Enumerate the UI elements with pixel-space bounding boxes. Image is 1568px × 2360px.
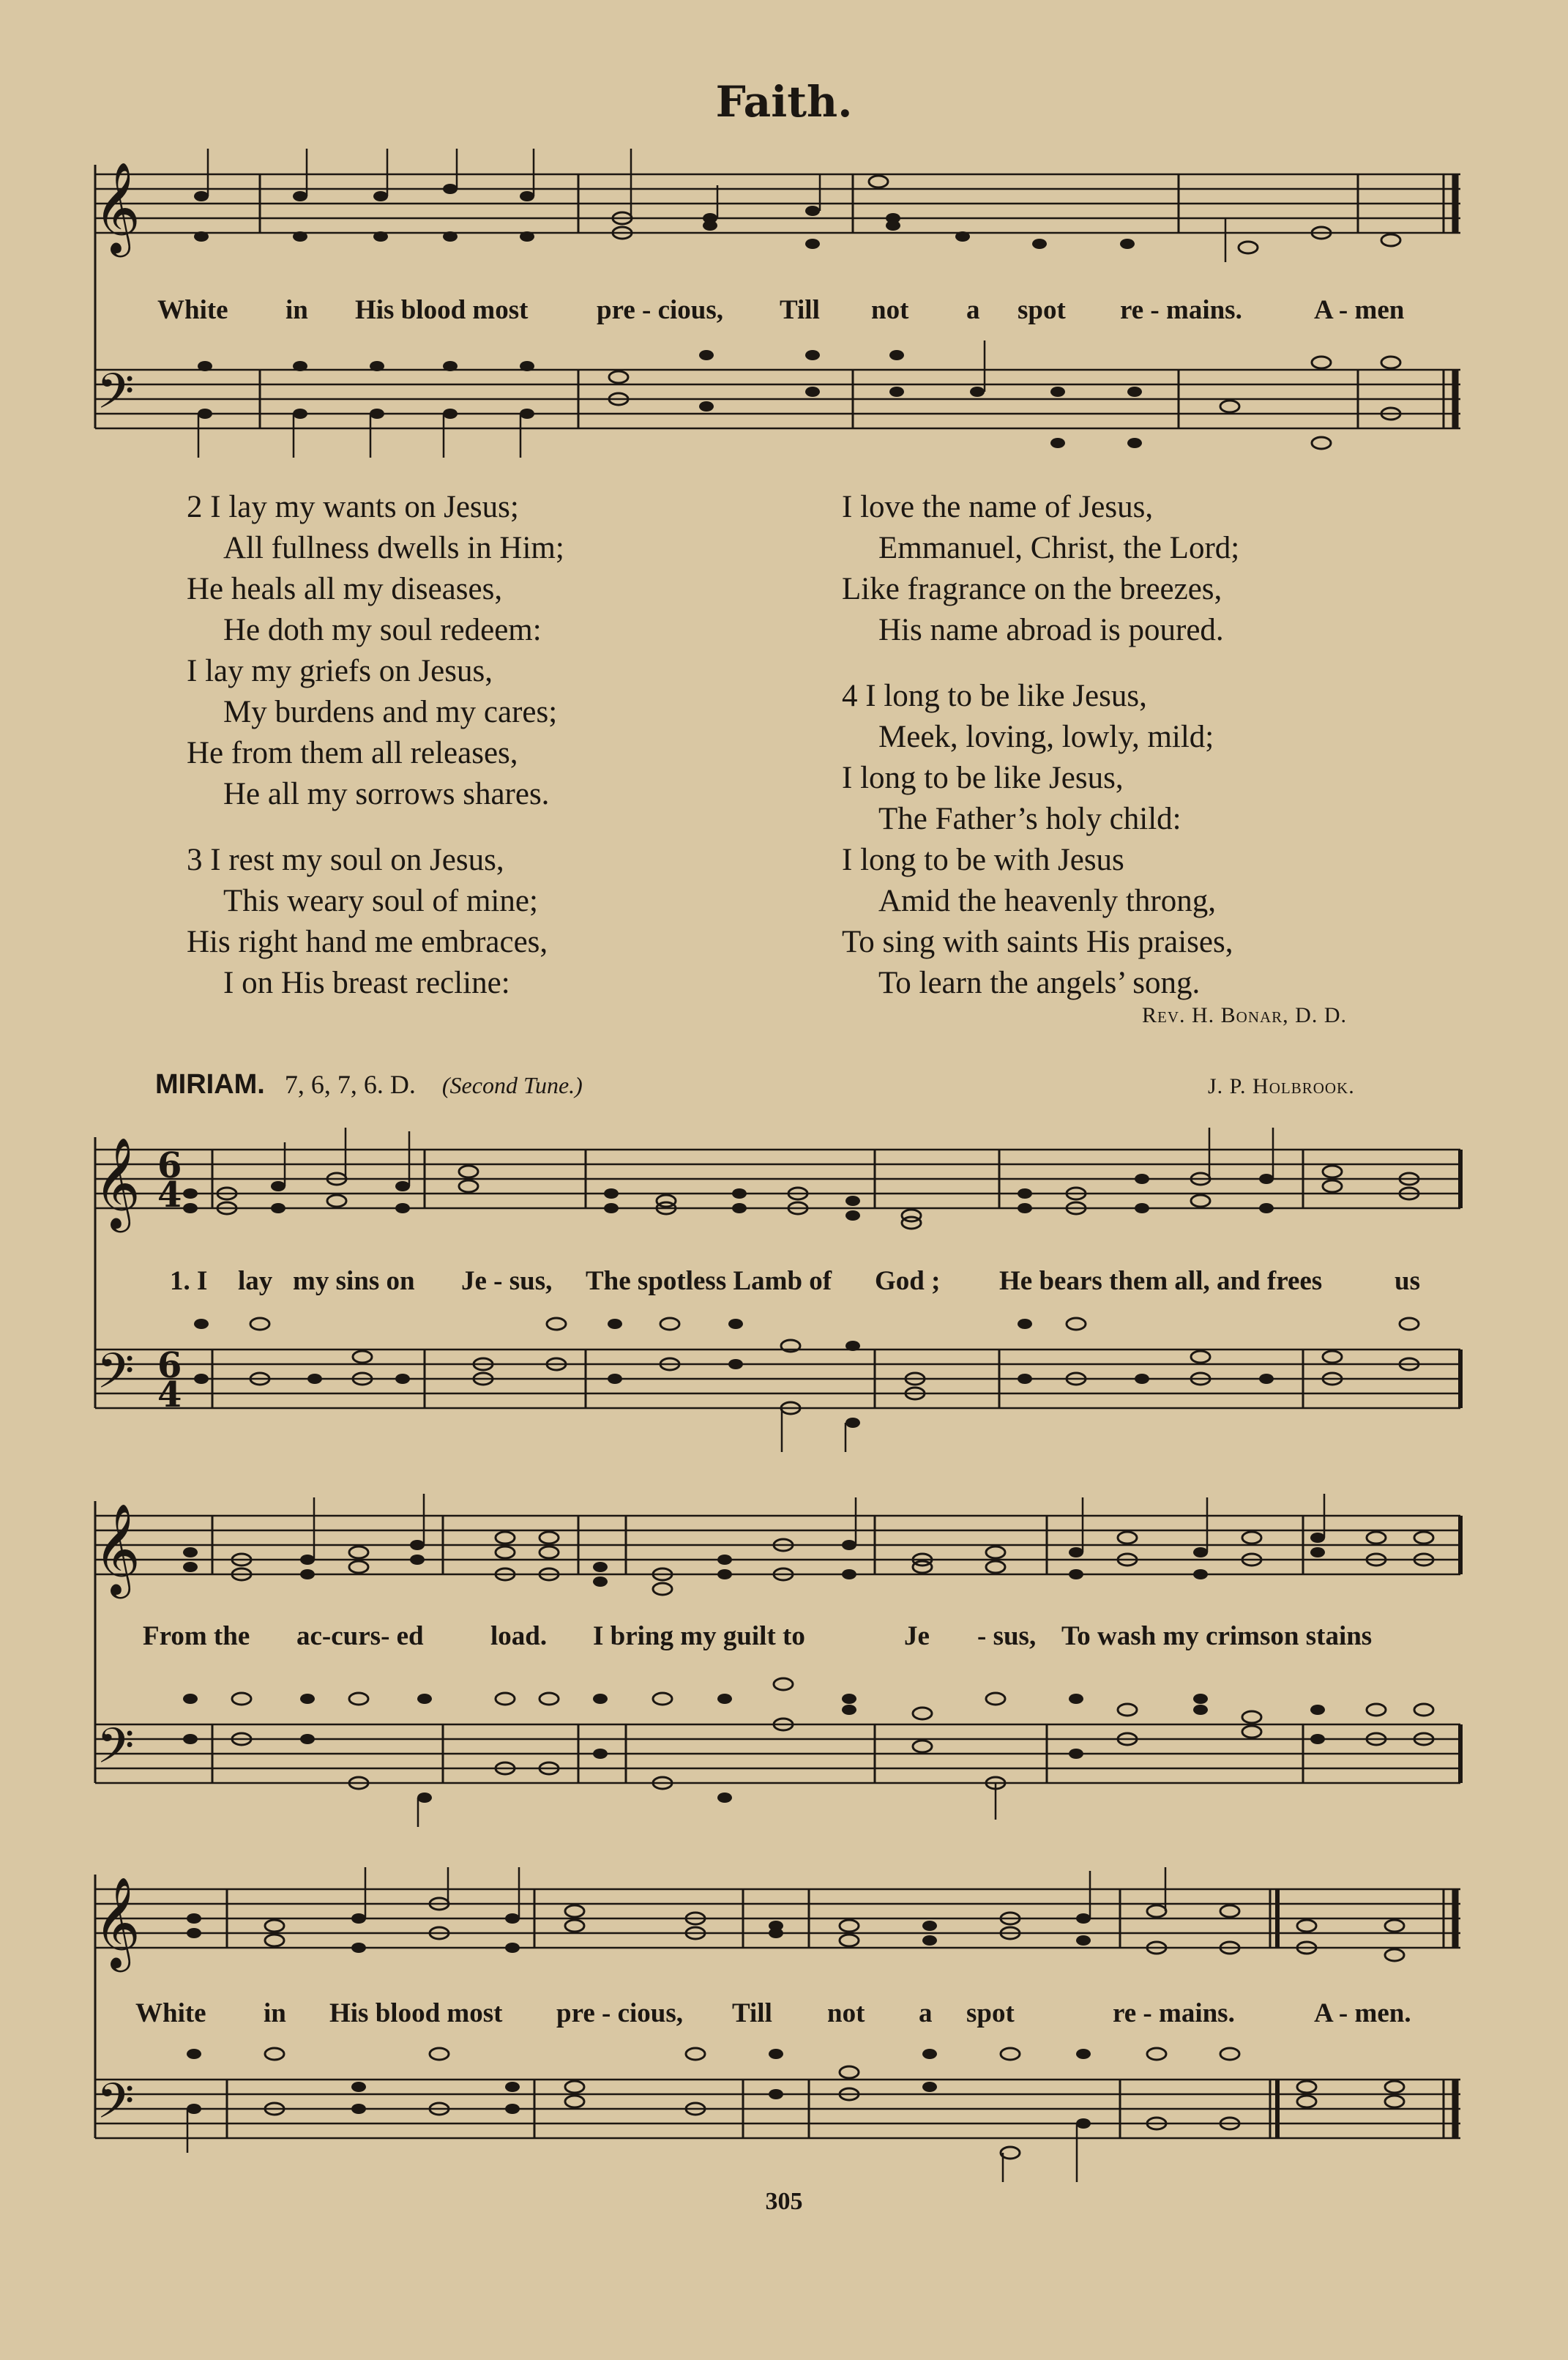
lyric-syllable: pre - cious, bbox=[556, 1998, 684, 2028]
lyric-syllable: not bbox=[871, 295, 909, 325]
verse-line: I long to be with Jesus bbox=[842, 843, 1124, 877]
lyric-syllable: Je bbox=[904, 1621, 930, 1651]
tune-note: (Second Tune.) bbox=[441, 1072, 583, 1098]
lyric-syllable: in bbox=[264, 1998, 286, 2028]
verse-line: To learn the angels’ song. bbox=[878, 966, 1201, 1000]
verse-line: 2 I lay my wants on Jesus; bbox=[187, 490, 519, 524]
time-signature-top: 6 bbox=[157, 1345, 182, 1386]
lyric-syllable: re - mains. bbox=[1113, 1998, 1235, 2028]
lyric-syllable: Till bbox=[780, 295, 820, 325]
top-bass-staff bbox=[0, 363, 1568, 450]
lyric-syllable: load. bbox=[490, 1621, 548, 1651]
system-1-bass-staff bbox=[0, 1343, 1568, 1430]
bass-clef-icon: 𝄢 bbox=[97, 363, 135, 431]
lyric-syllable: ac-curs- ed bbox=[296, 1621, 424, 1651]
time-signature-bottom: 4 bbox=[157, 1374, 182, 1415]
verse-line: 4 I long to be like Jesus, bbox=[842, 679, 1147, 713]
verse-line: I lay my griefs on Jesus, bbox=[187, 654, 493, 688]
tune-composer: J. P. Holbrook. bbox=[1208, 1074, 1355, 1098]
lyric-syllable: I bring my guilt to bbox=[593, 1621, 805, 1651]
lyric-syllable: He bears them all, and frees bbox=[999, 1266, 1323, 1296]
verse-line: Amid the heavenly throng, bbox=[878, 884, 1216, 918]
verse-number: 4 bbox=[842, 679, 858, 713]
verse-line: He doth my soul redeem: bbox=[223, 613, 542, 647]
verse-line: He heals all my diseases, bbox=[187, 572, 503, 606]
lyric-syllable: His blood most bbox=[329, 1998, 503, 2028]
verse-line: This weary soul of mine; bbox=[223, 884, 538, 918]
system-2-lyrics bbox=[0, 1620, 1568, 1656]
verse-column-left bbox=[187, 487, 564, 1004]
lyric-syllable: lay bbox=[238, 1266, 273, 1296]
lyric-syllable: God ; bbox=[875, 1266, 941, 1296]
verse-line: All fullness dwells in Him; bbox=[223, 531, 564, 565]
lyric-syllable: spot bbox=[966, 1998, 1015, 2028]
verse-line: Emmanuel, Christ, the Lord; bbox=[878, 531, 1240, 565]
lyric-syllable: my sins on bbox=[293, 1266, 415, 1296]
top-system-lyrics bbox=[0, 294, 1568, 330]
lyric-syllable: From the bbox=[143, 1621, 250, 1651]
bass-clef-icon: 𝄢 bbox=[97, 2073, 135, 2141]
lyric-syllable: His blood most bbox=[355, 295, 529, 325]
lyric-syllable: pre - cious, bbox=[597, 295, 724, 325]
lyric-syllable: spot bbox=[1018, 295, 1066, 325]
lyric-syllable: 1. I bbox=[170, 1266, 208, 1296]
system-1-lyrics bbox=[0, 1265, 1568, 1300]
lyric-syllable: Till bbox=[732, 1998, 772, 2028]
verse-line: His name abroad is poured. bbox=[878, 613, 1224, 647]
treble-clef-icon: 𝄞 bbox=[94, 1503, 141, 1595]
system-2-bass-staff bbox=[0, 1718, 1568, 1805]
verse-number: 2 bbox=[187, 490, 203, 524]
lyric-syllable: The spotless Lamb of bbox=[586, 1266, 832, 1296]
lyric-syllable: - sus, bbox=[977, 1621, 1037, 1651]
tune-name: MIRIAM. bbox=[155, 1069, 265, 1100]
lyric-syllable: re - mains. bbox=[1120, 295, 1242, 325]
verse-number: 3 bbox=[187, 843, 203, 877]
lyric-syllable: us bbox=[1395, 1266, 1420, 1296]
verse-line: My burdens and my cares; bbox=[223, 695, 558, 729]
lyric-syllable: To wash my crimson stains bbox=[1061, 1621, 1373, 1651]
system-1-treble-staff bbox=[0, 1137, 1568, 1229]
system-3-lyrics bbox=[0, 1998, 1568, 2033]
lyric-syllable: not bbox=[827, 1998, 865, 2028]
verse-line: 3 I rest my soul on Jesus, bbox=[187, 843, 504, 877]
lyric-syllable: White bbox=[157, 295, 228, 325]
lyric-syllable: in bbox=[285, 295, 308, 325]
verse-column-right bbox=[842, 487, 1239, 1004]
verse-line: The Father’s holy child: bbox=[878, 802, 1181, 836]
treble-clef-icon: 𝄞 bbox=[94, 1877, 141, 1968]
lyric-syllable: a bbox=[919, 1998, 933, 2028]
time-signature-top: 6 bbox=[157, 1145, 182, 1186]
top-treble-staff bbox=[0, 162, 1568, 253]
treble-clef-icon: 𝄞 bbox=[94, 162, 141, 253]
verse-line: I love the name of Jesus, bbox=[842, 490, 1154, 524]
tune-header bbox=[155, 1069, 583, 1101]
verse-line: He from them all releases, bbox=[187, 736, 518, 770]
page-title: Faith. bbox=[715, 77, 853, 127]
verse-line: To sing with saints His praises, bbox=[842, 925, 1233, 959]
verse-line: Like fragrance on the breezes, bbox=[842, 572, 1222, 606]
bass-clef-icon: 𝄢 bbox=[97, 1718, 135, 1786]
system-2-treble-staff bbox=[0, 1503, 1568, 1595]
verse-line: He all my sorrows shares. bbox=[223, 777, 550, 811]
lyric-syllable: White bbox=[135, 1998, 206, 2028]
hymn-author: Rev. H. Bonar, D. D. bbox=[1142, 1003, 1348, 1027]
time-signature-bottom: 4 bbox=[157, 1175, 182, 1216]
system-3-bass-staff bbox=[0, 2073, 1568, 2160]
lyric-syllable: a bbox=[966, 295, 980, 325]
lyric-syllable: Je - sus, bbox=[461, 1266, 553, 1296]
lyric-syllable: A - men. bbox=[1314, 1998, 1411, 2028]
bass-clef-icon: 𝄢 bbox=[97, 1343, 135, 1411]
tune-meter: 7, 6, 7, 6. D. bbox=[284, 1070, 416, 1099]
verse-line: I on His breast recline: bbox=[223, 966, 510, 1000]
verse-line: Meek, loving, lowly, mild; bbox=[878, 720, 1214, 754]
verse-line: I long to be like Jesus, bbox=[842, 761, 1124, 795]
system-3-treble-staff bbox=[0, 1877, 1568, 1968]
page-number: 305 bbox=[765, 2188, 803, 2215]
lyric-syllable: A - men bbox=[1314, 295, 1405, 325]
treble-clef-icon: 𝄞 bbox=[94, 1137, 141, 1229]
verse-line: His right hand me embraces, bbox=[187, 925, 548, 959]
